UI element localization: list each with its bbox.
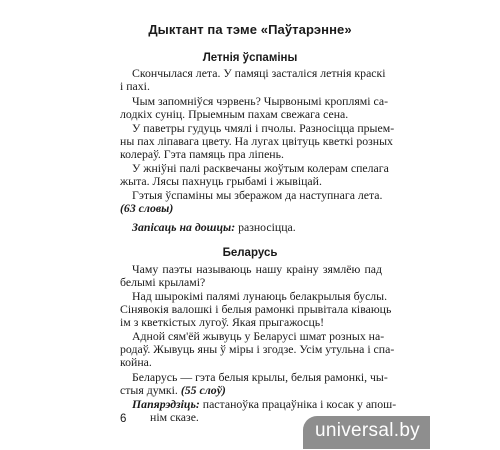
word-count-text: (55 слоў) xyxy=(180,383,226,397)
note-label: Запісаць на дошцы: xyxy=(132,220,236,234)
note-text: разносіцца. xyxy=(235,220,296,234)
text-line: жыта. Лясы пахнуць грыбамі і жывіцай. xyxy=(120,174,322,188)
text-line xyxy=(120,384,382,398)
text-line: У паветры гудуць чмялі і пчолы. Разносіцца прыем- xyxy=(132,121,395,135)
text-line: белымі крыламі? xyxy=(120,275,206,289)
page-number: 6 xyxy=(120,413,127,425)
text-line: ны пах ліпавага цвету. На лугах цвітуць кветкі розных xyxy=(120,134,393,148)
text-line: ім з кветкістых лугоў. Якая прыгажосць! xyxy=(120,315,325,329)
note-label: Папярэдзіць: xyxy=(132,397,200,411)
watermark-logo: universal.by xyxy=(303,416,430,449)
text-line: Гэтыя ўспаміны мы зберажом да наступнага лета. xyxy=(132,188,383,202)
text-line: лодкіх суніц. Прыемным пахам свежага сена. xyxy=(120,107,349,121)
text-line-end: стыя думкі. xyxy=(120,383,178,397)
text-line: койна. xyxy=(120,355,152,369)
text-line: родаў. Жывуць яны ў міры і згодзе. Усім утульна і спа- xyxy=(120,342,395,356)
text-line: Сінявокія валошкі і белыя рамонкі прывітала ківаюць xyxy=(120,302,392,316)
text-line: Скончылася лета. У памяці засталіся летнія краскі xyxy=(132,66,386,80)
text-line: Беларусь — гэта белыя крылы, белыя рамонкі, чы- xyxy=(132,370,388,384)
board-note xyxy=(132,221,382,235)
note-text: пастаноўка працаўніка і косак у апош- xyxy=(199,397,397,411)
text-line: колераў. Гэта памяць пра ліпень. xyxy=(120,147,284,161)
word-count xyxy=(120,202,382,216)
text-line: У жніўні палі расквечаны жоўтым колерам спелага xyxy=(132,161,389,175)
text-line: Адной сям'ёй жывуць у Беларусі шмат розных на- xyxy=(132,329,385,343)
text-line: Чым запомніўся чэрвень? Чырвонымі кроплямі са- xyxy=(132,94,389,108)
text-line: Над шырокімі палямі лунаюць белакрылыя буслы. xyxy=(132,289,388,303)
section-title-belarus: Беларусь xyxy=(222,247,278,259)
page-title: Дыктант па тэме «Паўтарэнне» xyxy=(148,22,352,37)
section-title-summer: Летнія ўспаміны xyxy=(202,52,298,64)
word-count-text: (63 словы) xyxy=(120,201,174,215)
text-line: і пахі. xyxy=(120,79,150,93)
note-continuation: нім сказе. xyxy=(150,410,199,424)
text-line: Чаму паэты называюць нашу краіну зямлёю пад xyxy=(132,262,382,276)
